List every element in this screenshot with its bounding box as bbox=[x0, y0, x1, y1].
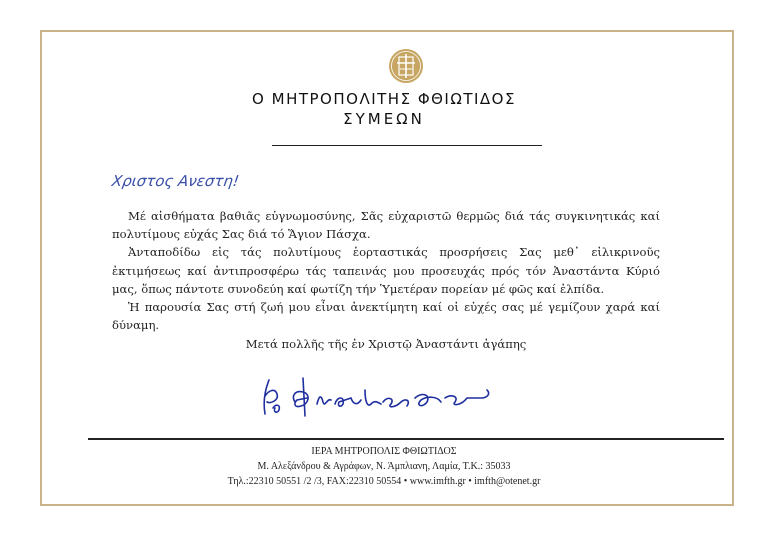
metropolis-seal-icon bbox=[388, 48, 424, 84]
header-divider bbox=[272, 145, 542, 146]
footer-divider bbox=[88, 438, 724, 440]
footer-address: Μ. Αλεξάνδρου & Αγράφων, Ν. Άμπλιανη, Λαμία, Τ.Κ.: 35033 bbox=[257, 461, 511, 472]
paragraph-1: Μέ αἰσθήματα βαθιᾶς εὐγνωμοσύνης, Σᾶς εὐχαριστῶ θερμῶς διά τάς συγκινητικάς καί πολυτίμους εὐχάς Σας διά τό Ἅγιον Πάσχα. bbox=[112, 209, 660, 242]
paragraph-2: Ἀνταποδίδω εἰς τάς πολυτίμους ἑορταστικάς προσρήσεις Σας μεθ᾽ εἰλικρινοῦς ἐκτιμήσεως καί ἀντιπροσφέρω τάς ταπεινάς μου προσευχάς πρός τόν Ἀναστάντα Κύριό μας, ὅπως πάντοτε συνοδεύη καί φωτίζη τήν Ὑμετέραν πορείαν μέ φῶς καί ἐλπίδα. bbox=[112, 245, 660, 296]
footer-contact: Τηλ.:22310 50551 /2 /3, FAX:22310 50554 • www.imfth.gr • imfth@otenet.gr bbox=[227, 476, 541, 487]
signature bbox=[255, 368, 505, 424]
letter-body bbox=[112, 207, 660, 354]
sender-name: ΣΥΜΕΩΝ bbox=[343, 110, 425, 128]
paragraph-3: Ἡ παρουσία Σας στή ζωή μου εἶναι ἀνεκτίμητη καί οἱ εὐχές σας μέ γεμίζουν χαρά καί δύναμη. bbox=[112, 300, 660, 333]
sender-title: Ο ΜΗΤΡΟΠΟΛΙΤΗΣ ΦΘΙΩΤΙΔΟΣ bbox=[252, 90, 516, 108]
footer-organization: ΙΕΡΑ ΜΗΤΡΟΠΟΛΙΣ ΦΘΙΩΤΙΔΟΣ bbox=[311, 446, 457, 457]
closing-line: Μετά πολλῆς τῆς ἐν Χριστῷ Ἀναστάντι ἀγάπης bbox=[245, 337, 527, 352]
handwritten-greeting: Χριστος Ανεστη! bbox=[110, 172, 241, 190]
